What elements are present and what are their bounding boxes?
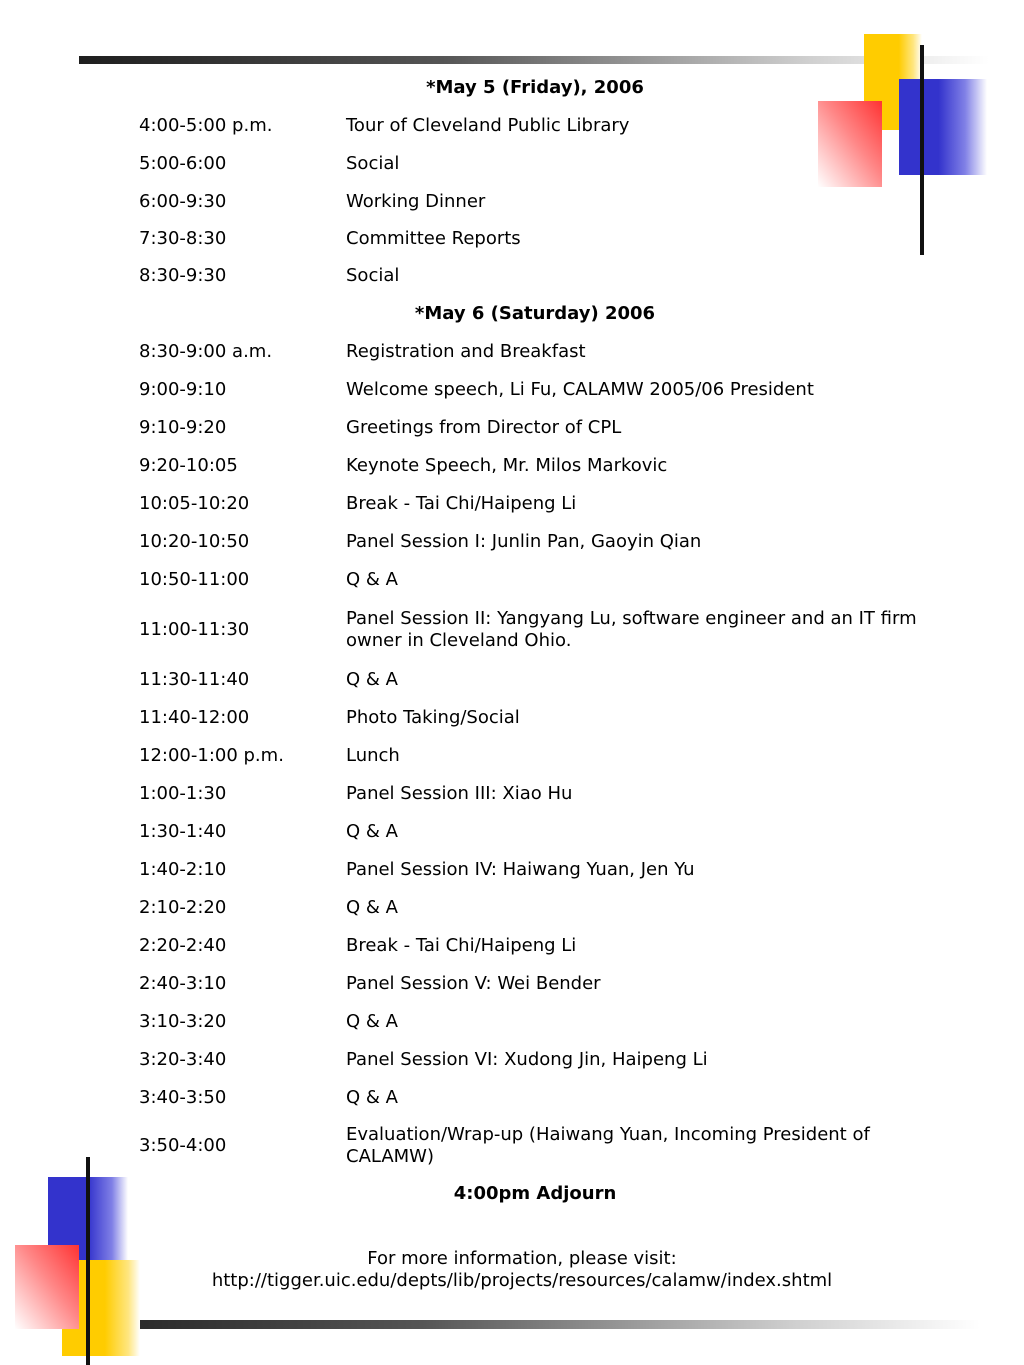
row-event: Keynote Speech, Mr. Milos Markovic — [346, 455, 668, 476]
row-event: Tour of Cleveland Public Library — [346, 115, 630, 136]
row-time: 3:10-3:20 — [139, 1011, 227, 1032]
row-event: Welcome speech, Li Fu, CALAMW 2005/06 President — [346, 379, 814, 400]
row-event: Q & A — [346, 1087, 398, 1108]
row-time: 3:50-4:00 — [139, 1135, 227, 1156]
footer-note: For more information, please visit: — [367, 1248, 677, 1269]
day2-heading: *May 6 (Saturday) 2006 — [414, 303, 656, 324]
row-time: 8:30-9:00 a.m. — [139, 341, 273, 362]
row-event: Panel Session V: Wei Bender — [346, 973, 601, 994]
row-time: 9:20-10:05 — [139, 455, 238, 476]
row-event: Panel Session II: Yangyang Lu, software engineer and an IT firm owner in Cleveland Ohio. — [346, 608, 917, 651]
row-time: 1:00-1:30 — [139, 783, 227, 804]
row-event: Panel Session IV: Haiwang Yuan, Jen Yu — [346, 859, 695, 880]
row-event: Committee Reports — [346, 228, 521, 249]
row-event: Q & A — [346, 1011, 398, 1032]
row-time: 6:00-9:30 — [139, 191, 227, 212]
adjourn-heading: 4:00pm Adjourn — [453, 1183, 617, 1204]
row-event: Q & A — [346, 897, 398, 918]
row-event: Evaluation/Wrap-up (Haiwang Yuan, Incoming President of CALAMW) — [346, 1124, 870, 1167]
row-event: Social — [346, 265, 400, 286]
row-event: Q & A — [346, 821, 398, 842]
top-gradient-bar — [79, 56, 989, 64]
row-time: 4:00-5:00 p.m. — [139, 115, 273, 136]
row-event: Break - Tai Chi/Haipeng Li — [346, 493, 577, 514]
row-time: 5:00-6:00 — [139, 153, 227, 174]
row-time: 2:20-2:40 — [139, 935, 227, 956]
row-event: Social — [346, 153, 400, 174]
row-event: Working Dinner — [346, 191, 486, 212]
row-event: Q & A — [346, 669, 398, 690]
row-time: 10:20-10:50 — [139, 531, 250, 552]
row-time: 11:00-11:30 — [139, 619, 250, 640]
bottom-gradient-bar — [50, 1320, 980, 1329]
row-event: Panel Session I: Junlin Pan, Gaoyin Qian — [346, 531, 702, 552]
row-time: 1:30-1:40 — [139, 821, 227, 842]
row-event: Q & A — [346, 569, 398, 590]
footer-link[interactable]: http://tigger.uic.edu/depts/lib/projects/resources/calamw/index.shtml — [211, 1270, 833, 1291]
row-event: Panel Session VI: Xudong Jin, Haipeng Li — [346, 1049, 708, 1070]
row-event: Panel Session III: Xiao Hu — [346, 783, 573, 804]
row-time: 3:40-3:50 — [139, 1087, 227, 1108]
row-event: Registration and Breakfast — [346, 341, 586, 362]
row-time: 8:30-9:30 — [139, 265, 227, 286]
row-time: 3:20-3:40 — [139, 1049, 227, 1070]
row-time: 9:00-9:10 — [139, 379, 227, 400]
day1-heading: *May 5 (Friday), 2006 — [426, 77, 644, 98]
row-time: 7:30-8:30 — [139, 228, 227, 249]
row-time: 10:05-10:20 — [139, 493, 250, 514]
row-time: 9:10-9:20 — [139, 417, 227, 438]
row-event: Lunch — [346, 745, 400, 766]
row-time: 10:50-11:00 — [139, 569, 250, 590]
row-event: Break - Tai Chi/Haipeng Li — [346, 935, 577, 956]
row-time: 2:40-3:10 — [139, 973, 227, 994]
row-time: 11:30-11:40 — [139, 669, 250, 690]
row-event: Photo Taking/Social — [346, 707, 520, 728]
row-time: 2:10-2:20 — [139, 897, 227, 918]
row-event: Greetings from Director of CPL — [346, 417, 622, 438]
row-time: 1:40-2:10 — [139, 859, 227, 880]
row-time: 12:00-1:00 p.m. — [139, 745, 284, 766]
row-time: 11:40-12:00 — [139, 707, 250, 728]
